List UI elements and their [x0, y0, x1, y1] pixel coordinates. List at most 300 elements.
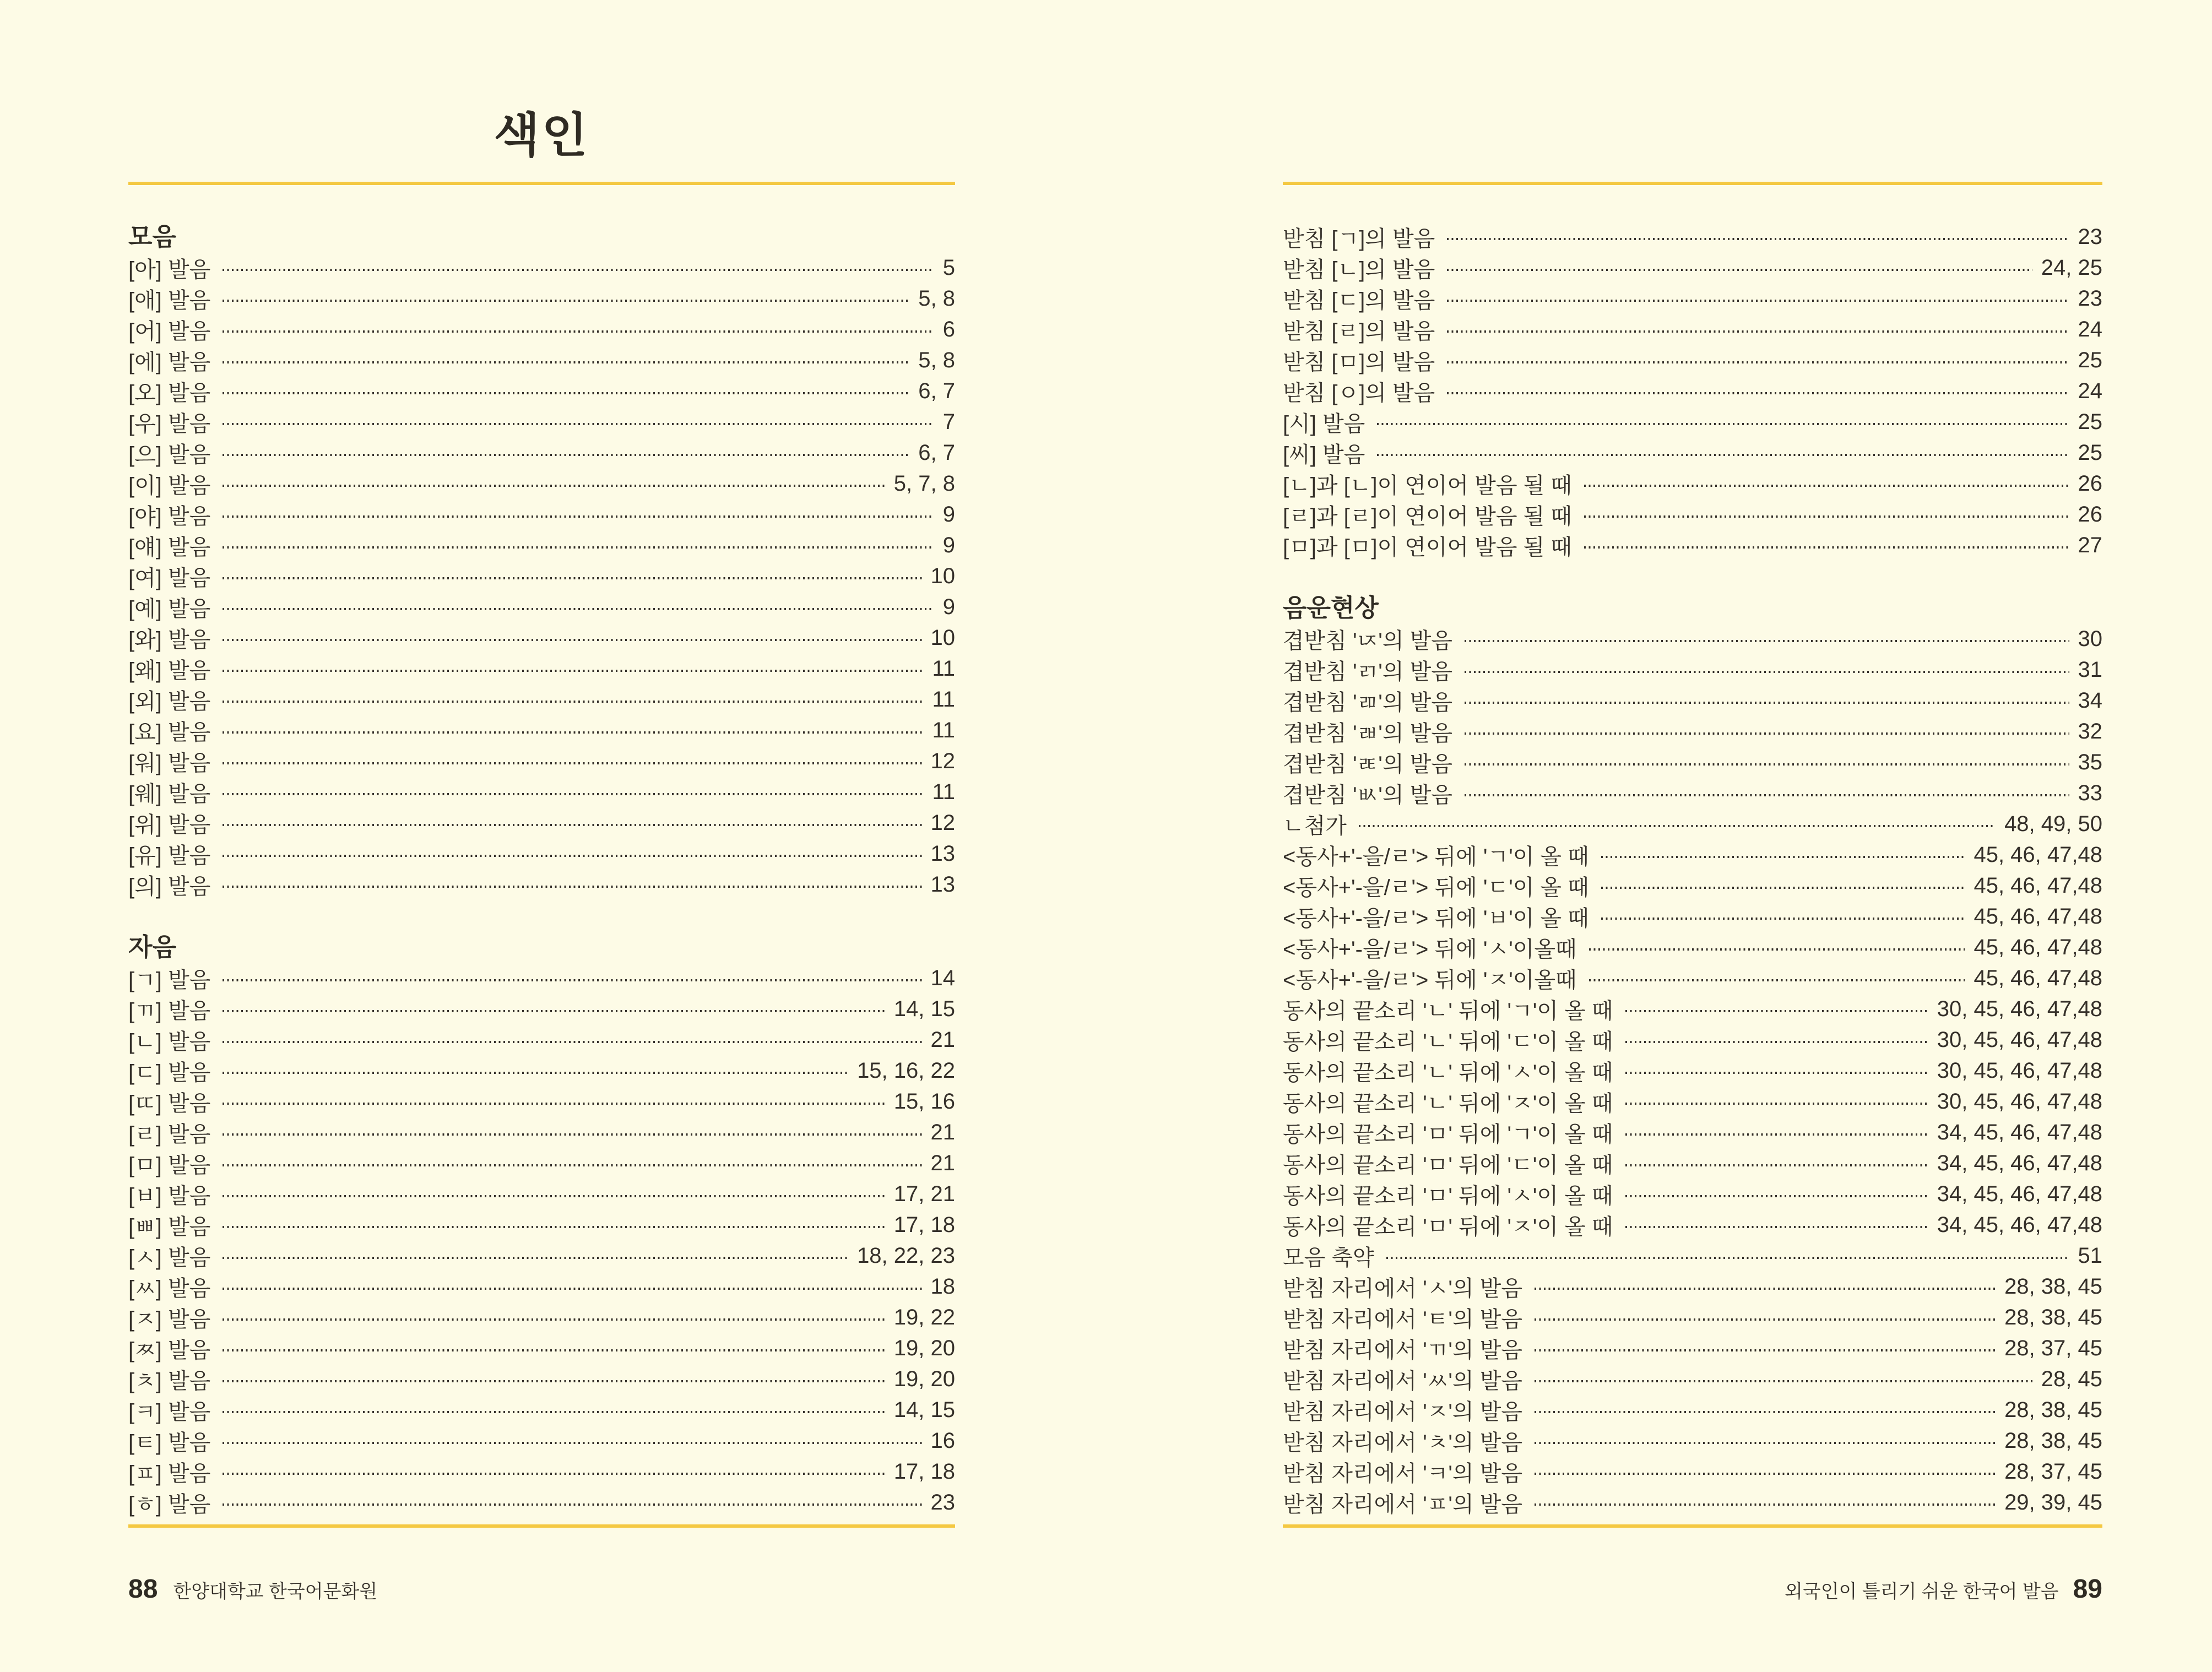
- dot-leader: [1625, 1226, 1928, 1228]
- dot-leader: [1465, 640, 2069, 642]
- index-entry: [1283, 1117, 2102, 1148]
- index-entry: [1283, 870, 2102, 901]
- entry-page-numbers: 34, 45, 46, 47,48: [1937, 1212, 2102, 1237]
- entry-label: <동사+'-을/ㄹ'> 뒤에 'ㄷ'이 올 때: [1283, 875, 1589, 900]
- dot-leader: [1377, 454, 2069, 456]
- index-entry: [1283, 345, 2102, 376]
- entry-label: [ㅎ] 발음: [128, 1492, 211, 1517]
- dot-leader: [223, 979, 921, 981]
- entry-label: [예] 발음: [128, 596, 211, 621]
- index-entry: [128, 869, 955, 900]
- entry-page-numbers: 32: [2078, 719, 2102, 743]
- dot-leader: [1359, 825, 1996, 827]
- index-entry: [128, 715, 955, 746]
- entry-label: 동사의 끝소리 'ㄴ' 뒤에 'ㅈ'이 올 때: [1283, 1091, 1613, 1116]
- dot-leader: [223, 886, 921, 888]
- dot-leader: [223, 1226, 885, 1228]
- entry-label: 동사의 끝소리 'ㅁ' 뒤에 'ㅅ'이 올 때: [1283, 1184, 1613, 1208]
- index-entry: [1283, 1209, 2102, 1240]
- entry-page-numbers: 25: [2078, 440, 2102, 465]
- index-entry: [128, 807, 955, 838]
- index-entry: [128, 1271, 955, 1302]
- entry-page-numbers: 7: [942, 409, 955, 434]
- entry-page-numbers: 45, 46, 47,48: [1974, 935, 2102, 959]
- dot-leader: [1447, 300, 2069, 302]
- index-entry: [128, 1086, 955, 1117]
- entry-label: 동사의 끝소리 'ㅁ' 뒤에 'ㅈ'이 올 때: [1283, 1214, 1613, 1239]
- dot-leader: [1584, 485, 2069, 487]
- entry-page-numbers: 6, 7: [918, 378, 955, 403]
- dot-leader: [223, 639, 921, 641]
- index-entry: [1283, 778, 2102, 808]
- dot-leader: [1535, 1380, 2032, 1382]
- entry-page-numbers: 10: [930, 625, 955, 650]
- entry-label: <동사+'-을/ㄹ'> 뒤에 'ㄱ'이 올 때: [1283, 844, 1589, 869]
- dot-leader: [223, 1473, 885, 1475]
- entry-label: [의] 발음: [128, 874, 211, 899]
- entry-label: [ㅂ] 발음: [128, 1184, 211, 1208]
- entry-page-numbers: 34, 45, 46, 47,48: [1937, 1181, 2102, 1206]
- entry-label: [요] 발음: [128, 720, 211, 745]
- entry-label: [유] 발음: [128, 843, 211, 868]
- dot-leader: [1447, 361, 2069, 363]
- left-index-column: [128, 221, 955, 1518]
- entry-page-numbers: 11: [932, 656, 955, 681]
- entry-label: [워] 발음: [128, 751, 211, 775]
- entry-page-numbers: 28, 38, 45: [2004, 1274, 2102, 1299]
- entry-page-numbers: 48, 49, 50: [2004, 811, 2102, 836]
- dot-leader: [223, 515, 934, 518]
- dot-leader: [223, 1195, 885, 1197]
- index-entry: [1283, 1086, 2102, 1117]
- index-entry: [128, 653, 955, 684]
- index-entry: [128, 777, 955, 807]
- index-entry: [1283, 1364, 2102, 1394]
- index-entry: [128, 283, 955, 314]
- index-entry: [128, 994, 955, 1024]
- index-entry: [1283, 1148, 2102, 1179]
- entry-page-numbers: 28, 38, 45: [2004, 1428, 2102, 1453]
- index-entry: [128, 1209, 955, 1240]
- dot-leader: [1465, 794, 2069, 796]
- entry-page-numbers: 5, 7, 8: [893, 471, 955, 496]
- index-entry: [1283, 963, 2102, 994]
- entry-label: 동사의 끝소리 'ㄴ' 뒤에 'ㅅ'이 올 때: [1283, 1060, 1613, 1085]
- dot-leader: [1447, 330, 2069, 333]
- entry-page-numbers: 34: [2078, 688, 2102, 713]
- entry-page-numbers: 28, 37, 45: [2004, 1459, 2102, 1484]
- dot-leader: [223, 608, 934, 610]
- entry-page-numbers: 23: [930, 1490, 955, 1514]
- index-entry: [1283, 283, 2102, 314]
- dot-leader: [1584, 515, 2069, 518]
- dot-leader: [223, 1349, 885, 1351]
- index-entry: [1283, 623, 2102, 654]
- dot-leader: [1447, 392, 2069, 394]
- index-entry: [128, 1364, 955, 1394]
- dot-leader: [1386, 1257, 2069, 1259]
- entry-label: 겹받침 'ㄻ'의 발음: [1283, 690, 1452, 715]
- index-entry: [128, 530, 955, 561]
- entry-page-numbers: 14, 15: [893, 996, 955, 1021]
- dot-leader: [1625, 1010, 1928, 1012]
- entry-page-numbers: 24, 25: [2041, 255, 2102, 280]
- entry-label: 받침 자리에서 'ㅆ'의 발음: [1283, 1369, 1523, 1393]
- entry-label: 받침 자리에서 'ㅅ'의 발음: [1283, 1276, 1523, 1301]
- dot-leader: [1589, 979, 1965, 981]
- entry-page-numbers: 5, 8: [918, 286, 955, 311]
- entry-label: 모음 축약: [1283, 1245, 1374, 1270]
- entry-page-numbers: 9: [942, 533, 955, 557]
- entry-page-numbers: 12: [930, 810, 955, 835]
- index-entry: [128, 1117, 955, 1148]
- dot-leader: [1625, 1133, 1928, 1136]
- entry-page-numbers: 19, 22: [893, 1305, 955, 1329]
- dot-leader: [223, 1380, 885, 1382]
- entry-label: 동사의 끝소리 'ㅁ' 뒤에 'ㄱ'이 올 때: [1283, 1122, 1613, 1147]
- entry-label: [오] 발음: [128, 381, 211, 405]
- index-entry: [128, 746, 955, 777]
- entry-label: 동사의 끝소리 'ㄴ' 뒤에 'ㄱ'이 올 때: [1283, 998, 1613, 1023]
- right-index-column: [1283, 221, 2102, 1518]
- dot-leader: [1584, 546, 2069, 549]
- dot-leader: [223, 1411, 885, 1413]
- dot-leader: [223, 793, 923, 795]
- entry-label: [와] 발음: [128, 627, 211, 652]
- entry-page-numbers: 19, 20: [893, 1366, 955, 1391]
- entry-label: <동사+'-을/ㄹ'> 뒤에 'ㅈ'이올때: [1283, 968, 1577, 992]
- entry-page-numbers: 16: [930, 1428, 955, 1453]
- entry-page-numbers: 6: [942, 317, 955, 341]
- entry-page-numbers: 5, 8: [918, 348, 955, 372]
- entry-label: [ㄴ]과 [ㄴ]이 연이어 발음 될 때: [1283, 473, 1573, 498]
- index-entry: [1283, 994, 2102, 1024]
- dot-leader: [223, 1257, 848, 1259]
- index-entry: [1283, 314, 2102, 345]
- dot-leader: [1535, 1442, 1996, 1444]
- index-entry: [128, 591, 955, 622]
- dot-leader: [1535, 1411, 1996, 1413]
- entry-label: [ㅅ] 발음: [128, 1245, 211, 1270]
- dot-leader: [223, 1442, 921, 1444]
- dot-leader: [1465, 702, 2069, 704]
- entry-label: [ㅋ] 발음: [128, 1399, 211, 1424]
- entry-page-numbers: 28, 38, 45: [2004, 1305, 2102, 1329]
- entry-label: <동사+'-을/ㄹ'> 뒤에 'ㅅ'이올때: [1283, 937, 1577, 962]
- entry-label: [웨] 발음: [128, 781, 211, 806]
- entry-label: [ㄸ] 발음: [128, 1091, 211, 1116]
- dot-leader: [223, 1164, 921, 1166]
- entry-label: [에] 발음: [128, 350, 211, 374]
- entry-label: [외] 발음: [128, 689, 211, 714]
- dot-leader: [1447, 269, 2032, 271]
- dot-leader: [223, 392, 909, 394]
- dot-leader: [223, 269, 934, 271]
- entry-page-numbers: 17, 21: [893, 1181, 955, 1206]
- section-heading: 모음: [128, 222, 176, 251]
- dot-leader: [223, 1041, 921, 1043]
- entry-label: 받침 [ㄴ]의 발음: [1283, 257, 1435, 282]
- index-entry: [128, 252, 955, 283]
- dot-leader: [1589, 948, 1965, 951]
- entry-page-numbers: 11: [932, 779, 955, 804]
- entry-label: [씨] 발음: [1283, 442, 1365, 467]
- entry-page-numbers: 34, 45, 46, 47,48: [1937, 1150, 2102, 1175]
- left-page: [128, 0, 955, 1672]
- entry-page-numbers: 33: [2078, 780, 2102, 805]
- index-entry: [128, 1333, 955, 1364]
- dot-leader: [223, 1133, 921, 1136]
- dot-leader: [223, 577, 921, 579]
- right-footer: [1283, 1574, 2102, 1604]
- entry-page-numbers: 30, 45, 46, 47,48: [1937, 1058, 2102, 1083]
- index-entry: [1283, 1302, 2102, 1333]
- entry-label: [ㅁ]과 [ㅁ]이 연이어 발음 될 때: [1283, 535, 1573, 560]
- entry-label: [애] 발음: [128, 288, 211, 313]
- entry-page-numbers: 11: [932, 687, 955, 712]
- index-entry: [128, 684, 955, 715]
- entry-label: 받침 [ㅇ]의 발음: [1283, 381, 1435, 405]
- entry-label: [ㄲ] 발음: [128, 998, 211, 1023]
- dot-leader: [1535, 1473, 1996, 1475]
- entry-page-numbers: 28, 45: [2041, 1366, 2102, 1391]
- dot-leader: [1625, 1195, 1928, 1197]
- entry-label: [ㄱ] 발음: [128, 968, 211, 992]
- index-entry: [1283, 406, 2102, 437]
- entry-label: [얘] 발음: [128, 535, 211, 560]
- entry-label: [아] 발음: [128, 257, 211, 282]
- index-entry: [1283, 252, 2102, 283]
- entry-page-numbers: 30, 45, 46, 47,48: [1937, 1089, 2102, 1114]
- dot-leader: [1601, 887, 1965, 889]
- dot-leader: [223, 423, 934, 425]
- index-entry: [1283, 499, 2102, 530]
- entry-label: [ㅊ] 발음: [128, 1369, 211, 1393]
- entry-page-numbers: 24: [2078, 378, 2102, 403]
- index-entry: [128, 1024, 955, 1055]
- dot-leader: [223, 762, 921, 764]
- entry-label: 받침 자리에서 'ㅊ'의 발음: [1283, 1430, 1523, 1455]
- dot-leader: [223, 1503, 921, 1506]
- index-entry: [1283, 932, 2102, 963]
- index-entry: [1283, 1055, 2102, 1086]
- entry-page-numbers: 18: [930, 1274, 955, 1299]
- entry-label: [야] 발음: [128, 504, 211, 529]
- entry-label: [ㄹ]과 [ㄹ]이 연이어 발음 될 때: [1283, 504, 1573, 529]
- entry-label: 겹받침 'ㅄ'의 발음: [1283, 783, 1452, 807]
- dot-leader: [1465, 671, 2069, 673]
- entry-page-numbers: 14, 15: [893, 1397, 955, 1422]
- entry-label: [ㅉ] 발음: [128, 1338, 211, 1362]
- entry-page-numbers: 29, 39, 45: [2004, 1490, 2102, 1514]
- entry-label: 겹받침 'ㄵ'의 발음: [1283, 628, 1452, 653]
- entry-label: [ㄴ] 발음: [128, 1029, 211, 1054]
- entry-label: ㄴ첨가: [1283, 813, 1347, 838]
- index-entry: [128, 622, 955, 653]
- entry-label: [어] 발음: [128, 319, 211, 344]
- index-entry: [128, 1055, 955, 1086]
- entry-page-numbers: 13: [930, 872, 955, 897]
- entry-label: [왜] 발음: [128, 658, 211, 683]
- dot-leader: [223, 670, 923, 672]
- index-entry: [128, 1487, 955, 1518]
- dot-leader: [1625, 1072, 1928, 1074]
- entry-page-numbers: 13: [930, 841, 955, 866]
- dot-leader: [1625, 1164, 1928, 1166]
- entry-page-numbers: 45, 46, 47,48: [1974, 965, 2102, 990]
- index-entry: [128, 561, 955, 591]
- dot-leader: [223, 330, 934, 333]
- index-entry: [1283, 901, 2102, 932]
- dot-leader: [1465, 763, 2069, 766]
- entry-page-numbers: 28, 37, 45: [2004, 1336, 2102, 1360]
- entry-page-numbers: 31: [2078, 657, 2102, 682]
- dot-leader: [223, 361, 909, 363]
- index-entry: [1283, 839, 2102, 870]
- entry-page-numbers: 30: [2078, 626, 2102, 651]
- entry-label: 겹받침 'ㄼ'의 발음: [1283, 721, 1452, 746]
- right-footer-text: 외국인이 틀리기 쉬운 한국어 발음: [1785, 1581, 2059, 1602]
- index-entry: [128, 314, 955, 345]
- index-entry: [1283, 530, 2102, 561]
- dot-leader: [1601, 856, 1965, 858]
- index-entry: [128, 1425, 955, 1456]
- dot-leader: [1601, 918, 1965, 920]
- entry-label: [ㄹ] 발음: [128, 1122, 211, 1147]
- index-entry: [128, 1240, 955, 1271]
- index-entry: [1283, 437, 2102, 468]
- left-footer-text: 한양대학교 한국어문화원: [173, 1581, 378, 1602]
- entry-label: 받침 [ㅁ]의 발음: [1283, 350, 1435, 374]
- entry-label: [ㄷ] 발음: [128, 1060, 211, 1085]
- right-bottom-rule: [1283, 1524, 2102, 1528]
- index-entry: [128, 963, 955, 994]
- index-entry: [128, 406, 955, 437]
- dot-leader: [1535, 1288, 1996, 1290]
- dot-leader: [1447, 238, 2069, 240]
- entry-label: <동사+'-을/ㄹ'> 뒤에 'ㅂ'이 올 때: [1283, 906, 1589, 931]
- entry-page-numbers: 45, 46, 47,48: [1974, 873, 2102, 898]
- index-entry: [1283, 1024, 2102, 1055]
- left-page-number: 88: [128, 1575, 158, 1604]
- index-entry: [1283, 1240, 2102, 1271]
- index-entry: [1283, 1425, 2102, 1456]
- dot-leader: [1377, 423, 2069, 425]
- entry-page-numbers: 5: [942, 255, 955, 280]
- index-entry: [128, 468, 955, 499]
- entry-label: [ㅍ] 발음: [128, 1461, 211, 1486]
- index-entry: [128, 499, 955, 530]
- entry-page-numbers: 34, 45, 46, 47,48: [1937, 1120, 2102, 1144]
- entry-page-numbers: 30, 45, 46, 47,48: [1937, 1027, 2102, 1052]
- entry-label: 겹받침 'ㄾ'의 발음: [1283, 752, 1452, 777]
- right-page: [1283, 0, 2102, 1672]
- left-top-rule: [128, 182, 955, 185]
- index-entry: [128, 437, 955, 468]
- entry-label: 받침 [ㄷ]의 발음: [1283, 288, 1435, 313]
- entry-label: [으] 발음: [128, 442, 211, 467]
- entry-label: [우] 발음: [128, 411, 211, 436]
- entry-page-numbers: 17, 18: [893, 1212, 955, 1237]
- dot-leader: [223, 1072, 848, 1074]
- dot-leader: [1625, 1041, 1928, 1043]
- dot-leader: [1465, 732, 2069, 735]
- index-entry: [128, 838, 955, 869]
- index-entry: [1283, 1487, 2102, 1518]
- index-entry: [1283, 1271, 2102, 1302]
- index-entry: [128, 1394, 955, 1425]
- index-entry: [128, 345, 955, 376]
- dot-leader: [223, 1010, 885, 1012]
- index-entry: [1283, 808, 2102, 839]
- dot-leader: [223, 855, 921, 857]
- entry-page-numbers: 28, 38, 45: [2004, 1397, 2102, 1422]
- entry-label: 받침 [ㄱ]의 발음: [1283, 226, 1435, 251]
- entry-page-numbers: 17, 18: [893, 1459, 955, 1484]
- entry-page-numbers: 25: [2078, 409, 2102, 434]
- dot-leader: [223, 1318, 885, 1321]
- entry-label: 받침 자리에서 'ㅈ'의 발음: [1283, 1399, 1523, 1424]
- entry-page-numbers: 11: [932, 718, 955, 742]
- entry-page-numbers: 51: [2078, 1243, 2102, 1268]
- index-entry: [1283, 221, 2102, 252]
- entry-page-numbers: 21: [930, 1120, 955, 1144]
- entry-page-numbers: 25: [2078, 348, 2102, 372]
- index-entry: [128, 1456, 955, 1487]
- entry-page-numbers: 21: [930, 1027, 955, 1052]
- index-entry: [128, 1148, 955, 1179]
- entry-page-numbers: 10: [930, 563, 955, 588]
- entry-page-numbers: 19, 20: [893, 1336, 955, 1360]
- section-heading: 음운현상: [1283, 594, 1379, 622]
- entry-label: 받침 [ㄹ]의 발음: [1283, 319, 1435, 344]
- index-entry: [1283, 468, 2102, 499]
- entry-page-numbers: 9: [942, 594, 955, 619]
- index-entry: [1283, 747, 2102, 778]
- entry-page-numbers: 23: [2078, 286, 2102, 311]
- section-heading: 자음: [128, 933, 176, 961]
- dot-leader: [223, 701, 923, 703]
- index-entry: [1283, 654, 2102, 685]
- index-entry: [1283, 1179, 2102, 1209]
- entry-label: [ㅈ] 발음: [128, 1307, 211, 1332]
- entry-page-numbers: 23: [2078, 224, 2102, 249]
- dot-leader: [223, 731, 923, 734]
- right-top-rule: [1283, 182, 2102, 185]
- entry-label: 받침 자리에서 'ㅋ'의 발음: [1283, 1461, 1523, 1486]
- entry-page-numbers: 15, 16, 22: [857, 1058, 955, 1083]
- dot-leader: [1535, 1349, 1996, 1351]
- entry-page-numbers: 18, 22, 23: [857, 1243, 955, 1268]
- index-entry: [128, 1179, 955, 1209]
- index-entry: [128, 376, 955, 406]
- index-entry: [1283, 716, 2102, 747]
- index-entry: [1283, 1394, 2102, 1425]
- left-bottom-rule: [128, 1524, 955, 1528]
- index-entry: [1283, 376, 2102, 406]
- entry-page-numbers: 12: [930, 748, 955, 773]
- entry-page-numbers: 14: [930, 965, 955, 990]
- entry-label: [이] 발음: [128, 473, 211, 498]
- entry-label: 받침 자리에서 'ㄲ'의 발음: [1283, 1338, 1523, 1362]
- entry-page-numbers: 6, 7: [918, 440, 955, 465]
- entry-label: [ㅆ] 발음: [128, 1276, 211, 1301]
- dot-leader: [223, 485, 885, 487]
- page-title: 색인: [494, 109, 590, 162]
- entry-label: [ㅌ] 발음: [128, 1430, 211, 1455]
- index-entry: [1283, 685, 2102, 716]
- index-entry: [128, 1302, 955, 1333]
